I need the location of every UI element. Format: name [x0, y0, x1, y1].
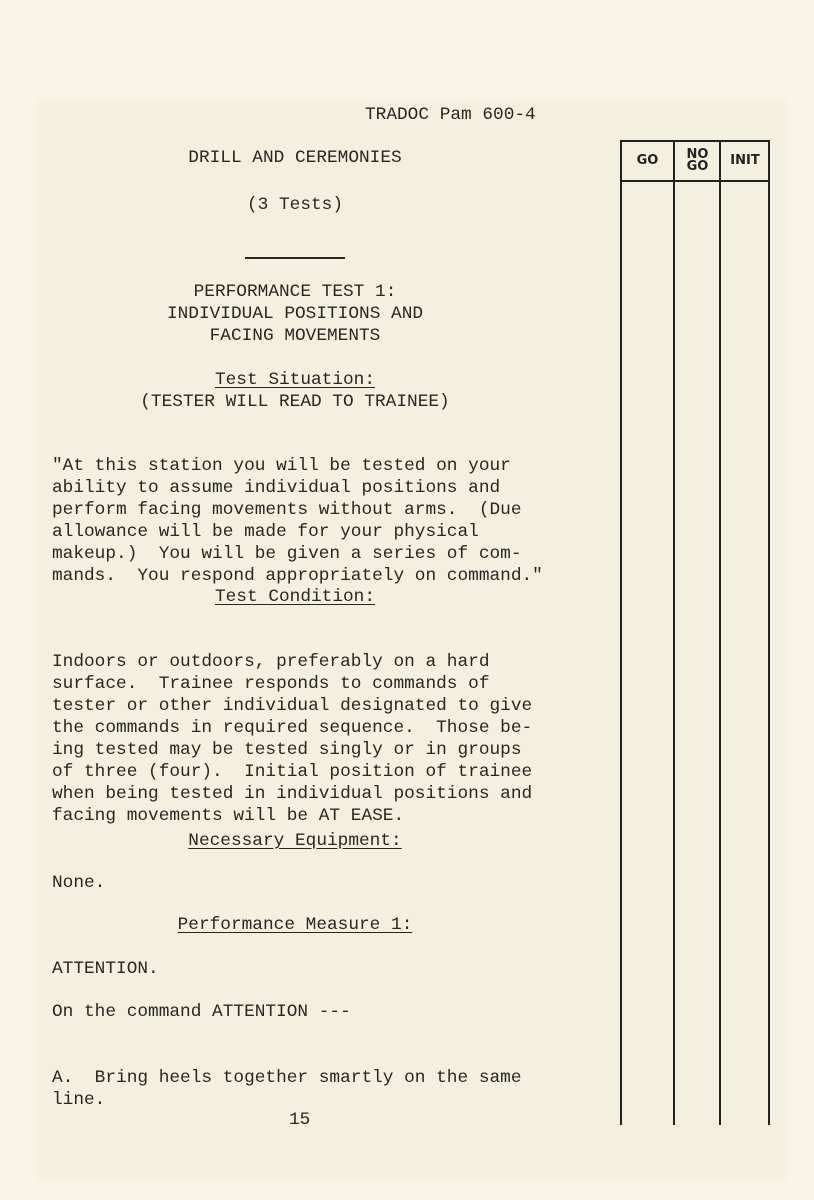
no-go-column-header: [675, 142, 720, 180]
text-line: allowance will be made for your physical: [52, 522, 479, 542]
text-line: ing tested may be tested singly or in groups: [52, 740, 522, 760]
test-title-1: PERFORMANCE TEST 1:: [193, 282, 397, 302]
text-line: when being tested in individual positions and: [52, 784, 533, 804]
measure-item: ATTENTION.: [52, 959, 159, 979]
condition-heading: Test Condition:: [214, 587, 376, 607]
init-column-header: INIT: [730, 153, 760, 168]
no-go-label-bottom: GO: [686, 159, 709, 174]
text-line: facing movements will be AT EASE.: [52, 806, 405, 826]
text-line: Indoors or outdoors, preferably on a hard: [52, 652, 490, 672]
measure-heading: Performance Measure 1:: [177, 915, 413, 935]
text-line: makeup.) You will be given a series of com-: [52, 544, 522, 564]
equipment-text: None.: [52, 873, 106, 893]
no-go-label-top: NO: [686, 147, 709, 162]
test-title-2: INDIVIDUAL POSITIONS AND: [166, 304, 424, 324]
measure-command: On the command ATTENTION ---: [52, 1002, 351, 1022]
divider: [245, 257, 345, 259]
text-line: A. Bring heels together smartly on the same: [52, 1068, 522, 1088]
page-number: 15: [289, 1110, 311, 1130]
text-line: ability to assume individual positions and: [52, 478, 501, 498]
text-line: the commands in required sequence. Those be-: [52, 718, 533, 738]
subtitle: (3 Tests): [246, 195, 344, 215]
equipment-heading: Necessary Equipment:: [188, 831, 402, 851]
column-divider: [673, 140, 675, 1125]
situation-text: [52, 433, 543, 609]
go-column-header: GO: [636, 153, 659, 168]
text-line: surface. Trainee responds to commands of: [52, 674, 490, 694]
text-line: tester or other individual designated to give: [52, 696, 533, 716]
scoring-header: [622, 140, 768, 182]
situation-heading: Test Situation:: [214, 370, 376, 390]
column-divider: [719, 140, 721, 1125]
text-line: line.: [52, 1090, 106, 1110]
measure-step: [52, 1045, 522, 1133]
text-line: "At this station you will be tested on your: [52, 456, 511, 476]
test-title-3: FACING MOVEMENTS: [209, 326, 381, 346]
text-line: perform facing movements without arms. (Due: [52, 500, 522, 520]
page-title: DRILL AND CEREMONIES: [188, 148, 402, 168]
condition-text: [52, 629, 532, 849]
scoring-grid: [620, 140, 770, 1125]
doc-reference: TRADOC Pam 600-4: [365, 105, 536, 125]
situation-note: (TESTER WILL READ TO TRAINEE): [140, 392, 450, 412]
text-line: of three (four). Initial position of trainee: [52, 762, 533, 782]
text-line: mands. You respond appropriately on command.": [52, 566, 543, 586]
